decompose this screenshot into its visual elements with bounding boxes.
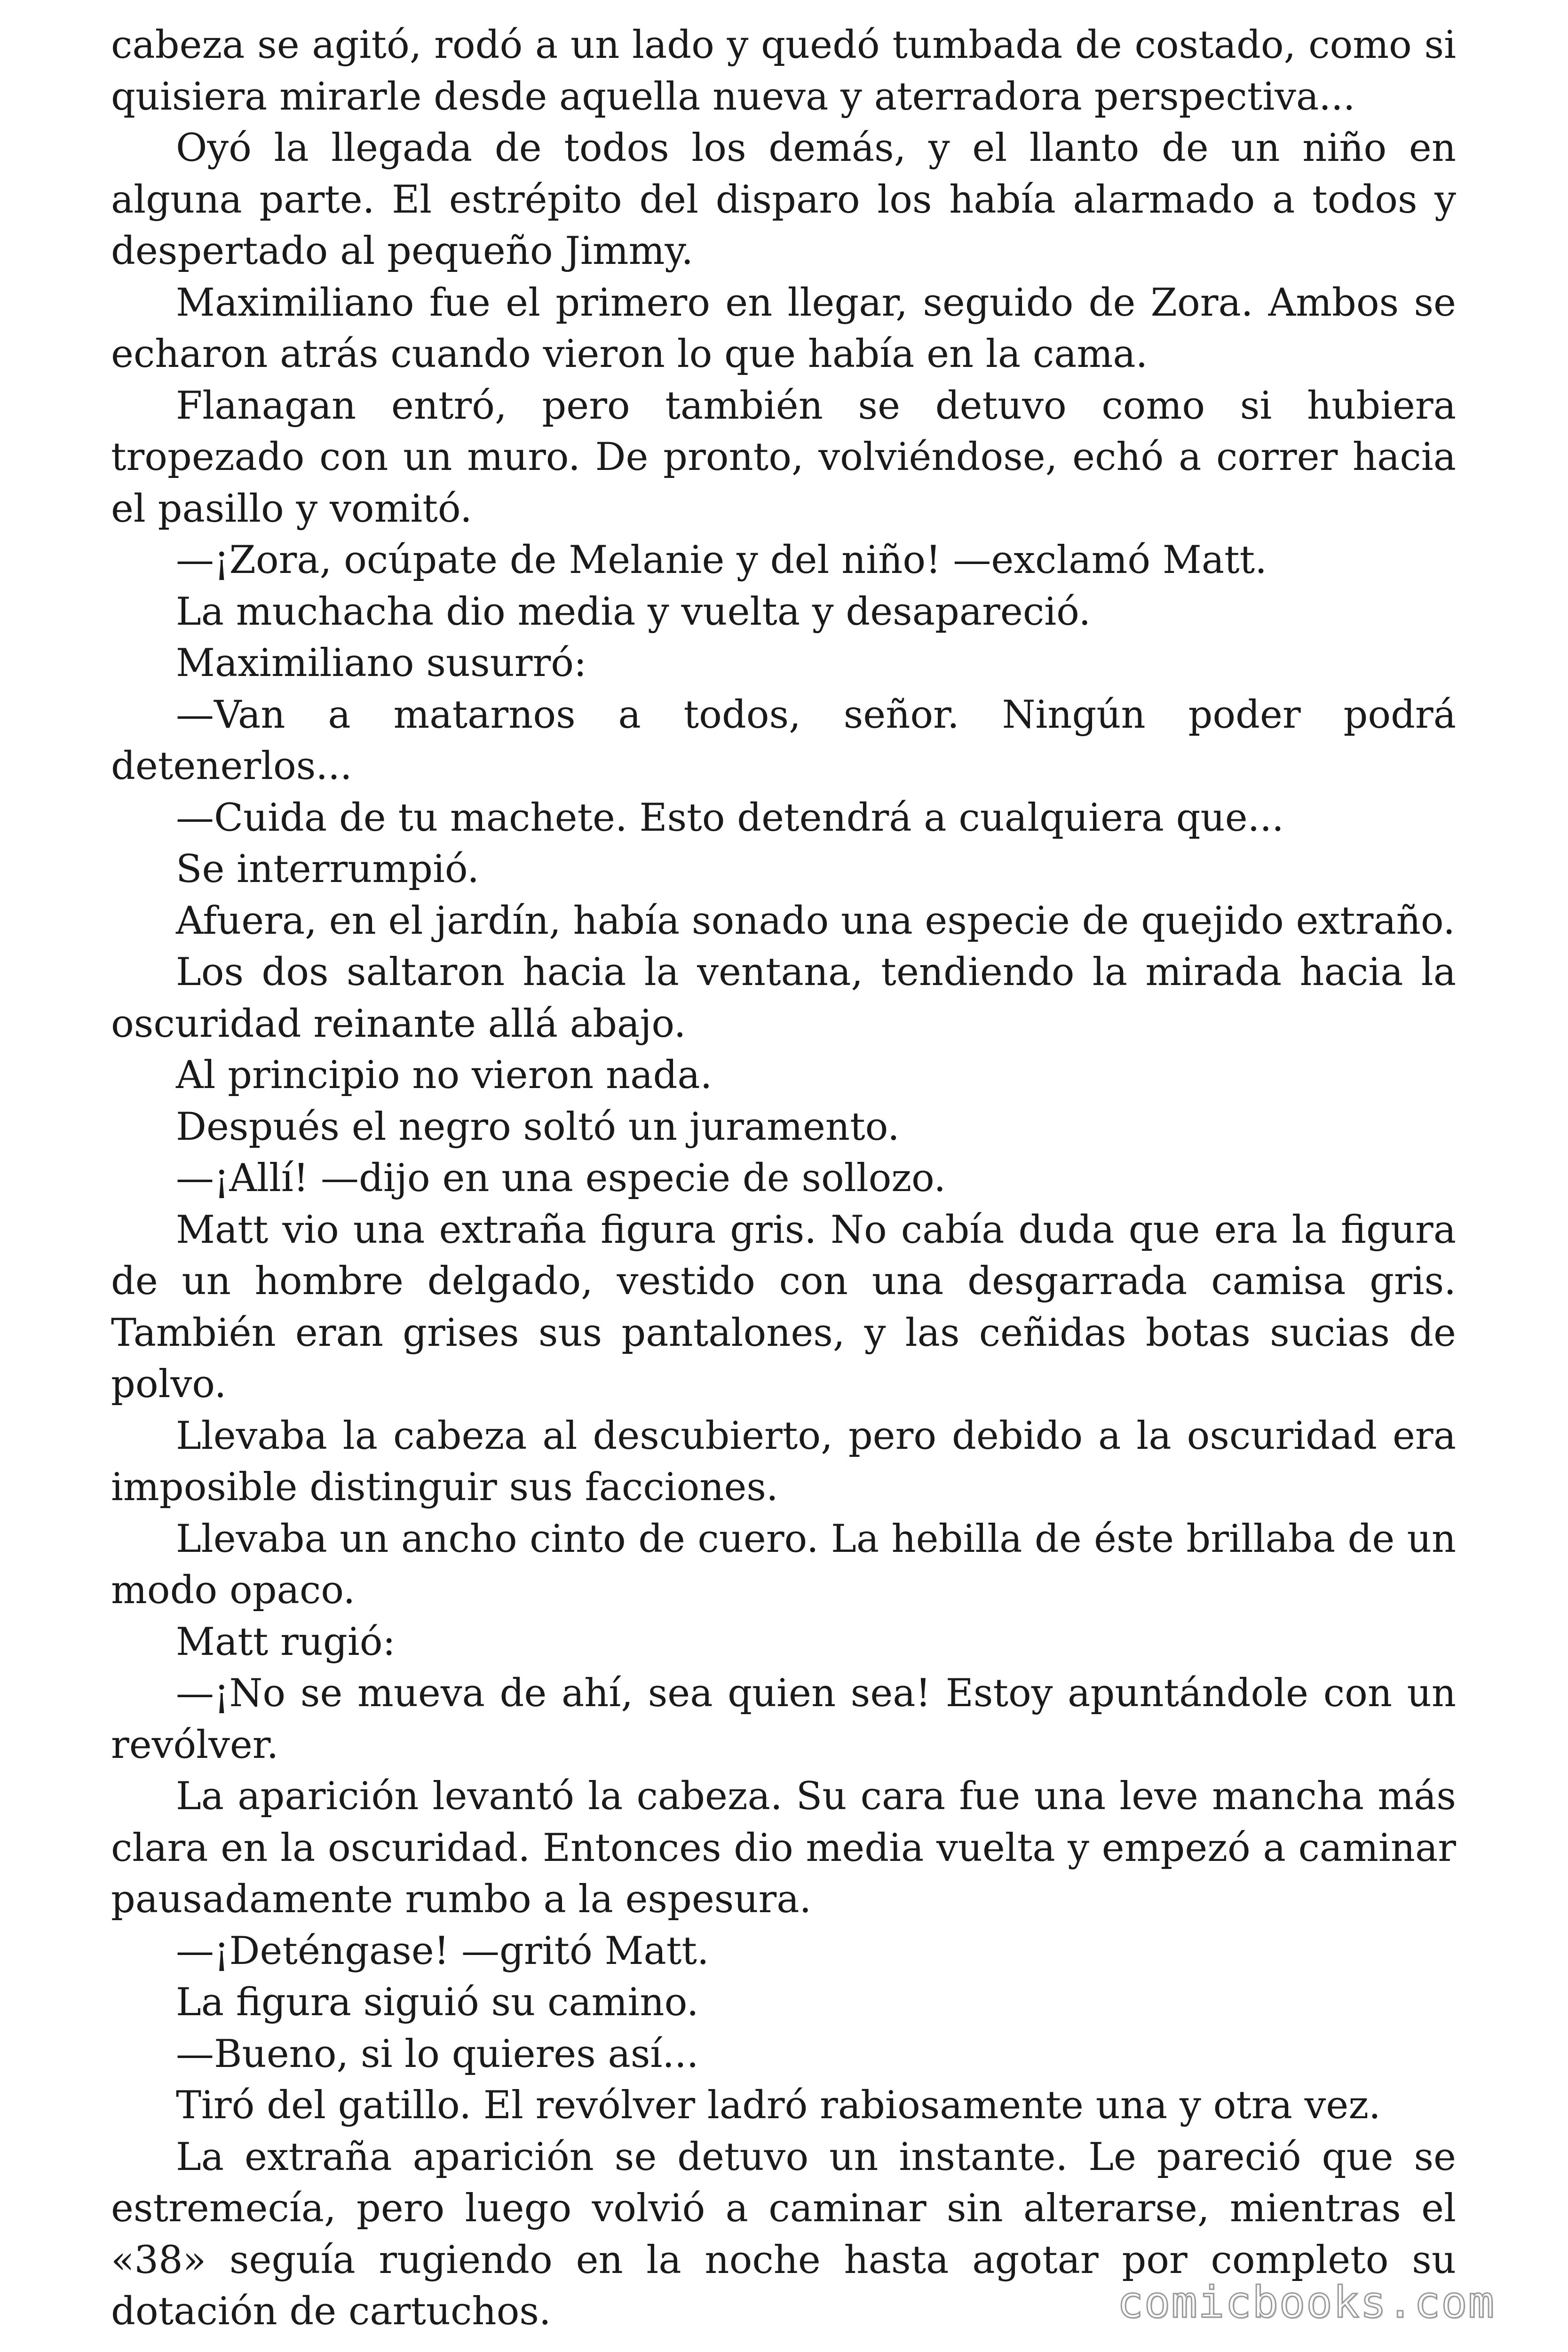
paragraph-7: Maximiliano susurró: — [176, 641, 587, 685]
paragraph-16: Matt vio una extraña figura gris. No cabía duda que era la figura de un hombre delgado, vestido con una desgarrada camisa gris. También eran grises sus pantalones, y las ceñidas botas sucias de polvo. — [111, 1208, 1456, 1406]
paragraph-11: Afuera, en el jardín, había sonado una especie de quejido extraño. — [176, 898, 1455, 943]
paragraph-15: —¡Allí! —dijo en una especie de sollozo. — [176, 1156, 946, 1200]
watermark: comicbooks.com — [1117, 2277, 1495, 2328]
paragraph-5: —¡Zora, ocúpate de Melanie y del niño! —exclamó Matt. — [176, 538, 1267, 582]
body-text — [111, 20, 1456, 2338]
paragraph-3: Maximiliano fue el primero en llegar, seguido de Zora. Ambos se echaron atrás cuando vieron lo que había en la cama. — [111, 280, 1456, 376]
paragraph-13: Al principio no vieron nada. — [176, 1053, 713, 1097]
paragraph-12: Los dos saltaron hacia la ventana, tendiendo la mirada hacia la oscuridad reinante allá abajo. — [111, 950, 1456, 1046]
paragraph-25: Tiró del gatillo. El revólver ladró rabiosamente una y otra vez. — [176, 2083, 1381, 2128]
paragraph-17: Llevaba la cabeza al descubierto, pero debido a la oscuridad era imposible distinguir sus facciones. — [111, 1414, 1456, 1510]
paragraph-19: Matt rugió: — [176, 1620, 396, 1664]
paragraph-21: La aparición levantó la cabeza. Su cara fue una leve mancha más clara en la oscuridad. Entonces dio media vuelta y empezó a caminar pausadamente rumbo a la espesura. — [111, 1774, 1456, 1922]
paragraph-4: Flanagan entró, pero también se detuvo como si hubiera tropezado con un muro. De pronto, volviéndose, echó a correr hacia el pasillo y vomitó. — [111, 383, 1456, 531]
paragraph-10: Se interrumpió. — [176, 847, 479, 891]
paragraph-8: —Van a matarnos a todos, señor. Ningún poder podrá detenerlos... — [111, 692, 1456, 788]
paragraph-2: Oyó la llegada de todos los demás, y el llanto de un niño en alguna parte. El estrépito del disparo los había alarmado a todos y despertado al pequeño Jimmy. — [111, 126, 1456, 273]
paragraph-14: Después el negro soltó un juramento. — [176, 1104, 900, 1149]
paragraph-20: —¡No se mueva de ahí, sea quien sea! Estoy apuntándole con un revólver. — [111, 1671, 1456, 1767]
paragraph-22: —¡Deténgase! —gritó Matt. — [176, 1929, 709, 1973]
paragraph-24: —Bueno, si lo quieres así... — [176, 2032, 699, 2076]
paragraph-26: La extraña aparición se detuvo un instante. Le pareció que se estremecía, pero luego volvió a caminar sin alterarse, mientras el «38» seguía rugiendo en la noche hasta agotar por completo su dotación de cartuchos. — [111, 2135, 1456, 2334]
paragraph-18: Llevaba un ancho cinto de cuero. La hebilla de éste brillaba de un modo opaco. — [111, 1517, 1456, 1613]
paragraph-1: cabeza se agitó, rodó a un lado y quedó tumbada de costado, como si quisiera mirarle desde aquella nueva y aterradora perspectiva... — [111, 23, 1456, 119]
paragraph-23: La figura siguió su camino. — [176, 1980, 699, 2025]
paragraph-9: —Cuida de tu machete. Esto detendrá a cualquiera que... — [176, 795, 1284, 840]
paragraph-6: La muchacha dio media y vuelta y desapareció. — [176, 589, 1091, 634]
